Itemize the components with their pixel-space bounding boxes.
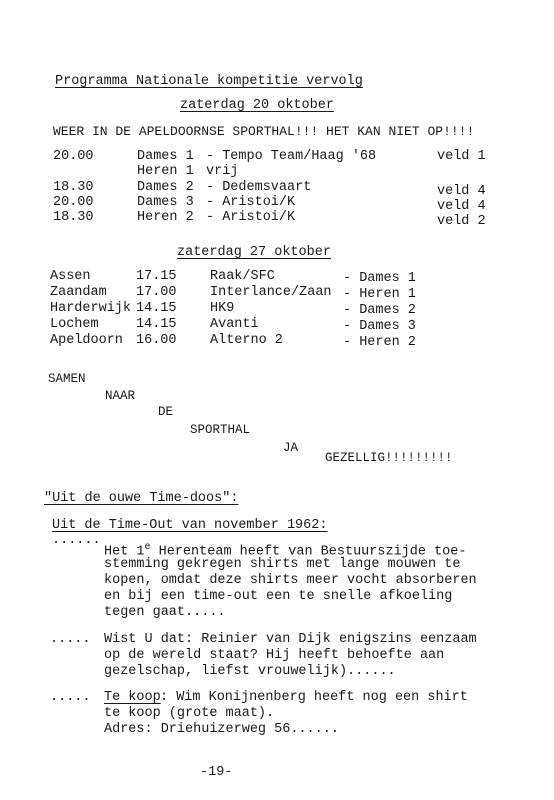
item-3-label: Te koop	[104, 690, 161, 705]
field: veld 4	[437, 184, 486, 199]
slogan-word: SAMEN	[48, 372, 86, 386]
slogan-word: DE	[158, 405, 174, 419]
schedule-row	[0, 164, 554, 180]
slogan-word: NAAR	[105, 389, 136, 403]
opponent: HK9	[210, 301, 235, 316]
place: Harderwijk	[50, 301, 132, 316]
schedule-row	[0, 301, 554, 317]
item-dots: ......	[52, 533, 101, 548]
schedule-row	[0, 317, 554, 333]
slogan-word: SPORTHAL	[190, 423, 251, 437]
opponent: - Aristoi/K	[206, 195, 296, 210]
time: 18.30	[53, 210, 94, 225]
team: Dames 1	[137, 149, 194, 164]
time: 17.15	[136, 269, 177, 284]
date-heading-2: zaterdag 27 oktober	[177, 245, 331, 260]
section-heading: "Uit de ouwe Time-doos":	[44, 491, 239, 506]
schedule-row	[0, 149, 554, 165]
team: - Dames 1	[343, 271, 416, 286]
opponent: - Dedemsvaart	[206, 180, 312, 195]
schedule-row	[0, 333, 554, 349]
team: - Dames 2	[343, 303, 416, 318]
item-dots: .....	[50, 690, 91, 705]
opponent: Alterno 2	[210, 333, 283, 348]
field: veld 2	[437, 214, 486, 229]
page-number: -19-	[200, 765, 233, 780]
opponent: Interlance/Zaan	[210, 285, 332, 300]
opponent: - Tempo Team/Haag '68	[206, 149, 377, 164]
place: Assen	[50, 269, 91, 284]
time: 20.00	[53, 195, 94, 210]
opponent: Raak/SFC	[210, 269, 275, 284]
field: veld 4	[437, 199, 486, 214]
time: 18.30	[53, 180, 94, 195]
team: Dames 2	[137, 180, 194, 195]
team: - Heren 2	[343, 335, 416, 350]
time: 17.00	[136, 285, 177, 300]
item-1-text: stemming gekregen shirts met lange mouwen te kopen, omdat deze shirts meer vocht absorberen en bij een time-out een te snelle afkoeling tegen gaat.....	[104, 557, 477, 620]
schedule-row	[0, 180, 554, 199]
item-3-text: : Wim Konijnenberg heeft nog een shirt te koop (grote maat). Adres: Driehuizerweg 56......	[104, 690, 468, 737]
section-subheading: Uit de Time-Out van november 1962:	[52, 518, 328, 533]
team: Heren 1	[137, 164, 194, 179]
opponent: - Aristoi/K	[206, 210, 296, 225]
opponent: vrij	[206, 164, 239, 179]
slogan-word: JA	[283, 441, 299, 455]
team: - Dames 3	[343, 319, 416, 334]
schedule-row	[0, 285, 554, 301]
page-title: Programma Nationale kompetitie vervolg	[55, 74, 363, 89]
opponent: Avanti	[210, 317, 259, 332]
place: Zaandam	[50, 285, 107, 300]
team: Dames 3	[137, 195, 194, 210]
slogan-word: GEZELLIG!!!!!!!!!	[325, 451, 453, 465]
item-dots: .....	[50, 632, 91, 647]
item-1-superscript: e	[144, 542, 151, 553]
time: 20.00	[53, 149, 94, 164]
place: Apeldoorn	[50, 333, 123, 348]
place: Lochem	[50, 317, 99, 332]
item-1-lead: Het 1	[104, 544, 145, 560]
team: Heren 2	[137, 210, 194, 225]
date-heading-1: zaterdag 20 oktober	[180, 98, 334, 113]
field: veld 1	[437, 149, 486, 164]
item-2-text: Wist U dat: Reinier van Dijk enigszins eenzaam op de wereld staat? Hij heeft behoefte aan gezelschap, liefst vrouwelijk)......	[104, 632, 477, 679]
banner-text: WEER IN DE APELDOORNSE SPORTHAL!!! HET KAN NIET OP!!!!	[53, 124, 475, 139]
time: 14.15	[136, 317, 177, 332]
schedule-row	[0, 210, 554, 229]
time: 16.00	[136, 333, 177, 348]
item-1-line1: Herenteam heeft van Bestuurszijde toe-	[150, 544, 467, 560]
time: 14.15	[136, 301, 177, 316]
schedule-row	[0, 195, 554, 214]
team: - Heren 1	[343, 287, 416, 302]
schedule-row	[0, 269, 554, 285]
